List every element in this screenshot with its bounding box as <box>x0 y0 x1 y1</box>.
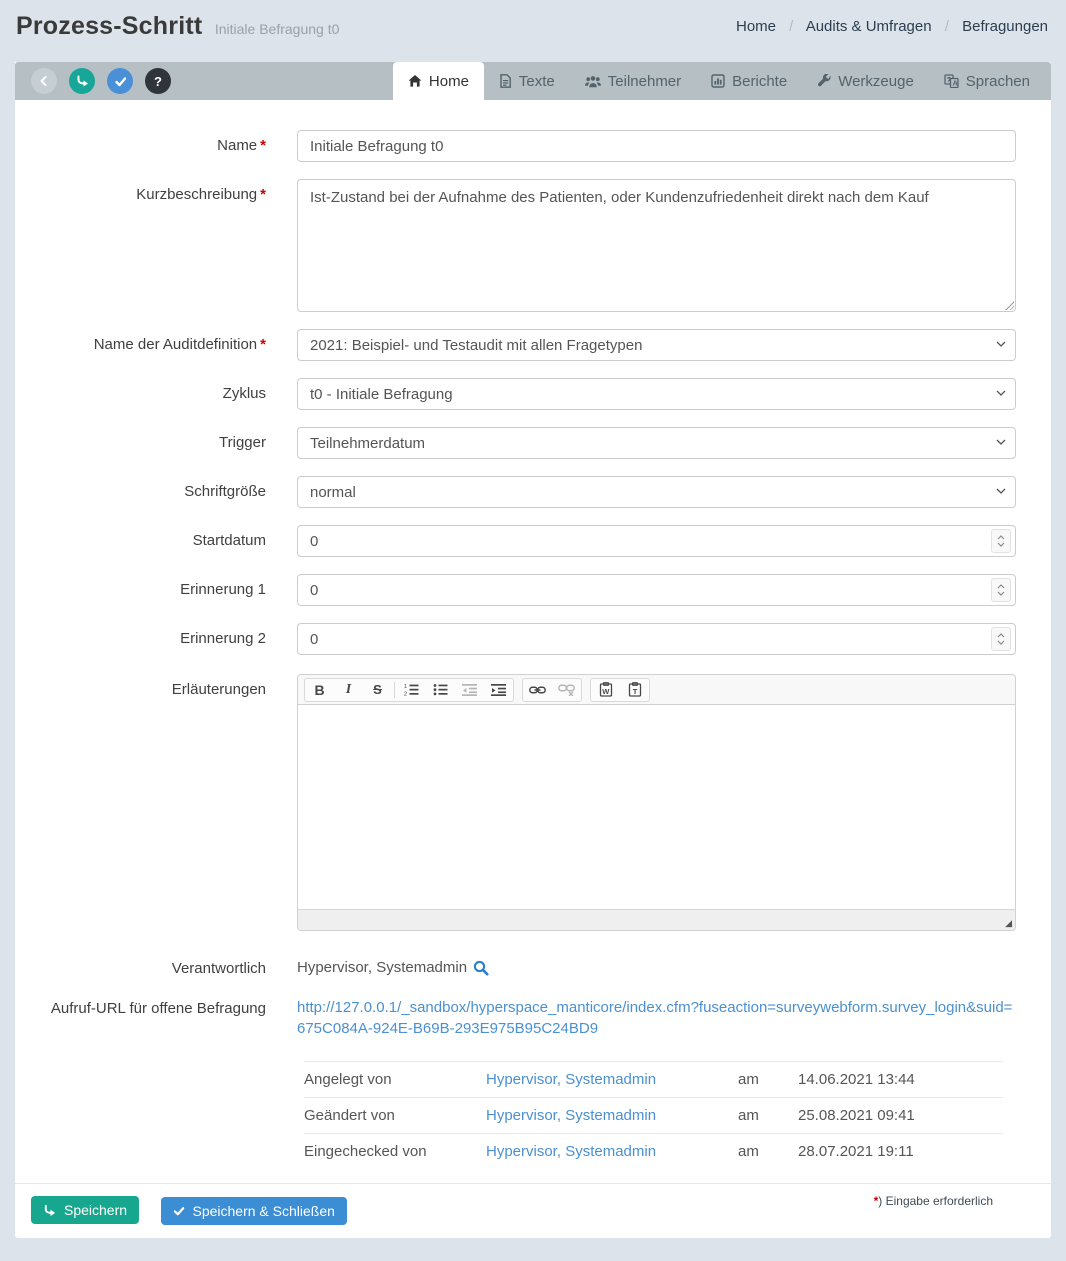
search-icon[interactable] <box>473 960 489 976</box>
editor-toolbar <box>298 675 1015 705</box>
bar-chart-icon <box>711 74 725 88</box>
table-row <box>304 1061 1003 1097</box>
svg-text:T: T <box>632 687 637 696</box>
ordered-list-icon <box>404 683 419 696</box>
trigger-selected-value: Teilnehmerdatum <box>310 434 426 452</box>
name-input[interactable] <box>297 130 1016 162</box>
name-row <box>15 130 1051 162</box>
curved-arrow-icon <box>75 74 89 88</box>
stepper-up-icon <box>997 584 1005 589</box>
trigger-label: Trigger <box>219 434 266 451</box>
breadcrumb-home[interactable]: Home <box>735 18 776 35</box>
kurzbeschreibung-label: Kurzbeschreibung * <box>136 186 266 203</box>
tab-werkzeuge[interactable] <box>802 62 929 100</box>
schriftgroesse-label: Schriftgröße <box>184 483 266 500</box>
bullet-list-icon <box>433 683 448 696</box>
tab-werkzeuge-label: Werkzeuge <box>838 72 914 90</box>
ordered-list-button[interactable] <box>397 679 426 701</box>
page-subtitle: Initiale Befragung t0 <box>214 21 340 37</box>
save-button-label: Speichern <box>64 1202 128 1219</box>
tab-sprachen[interactable] <box>929 62 1045 100</box>
zyklus-row <box>15 378 1051 410</box>
strikethrough-button[interactable]: S <box>363 679 392 701</box>
verantwortlich-label: Verantwortlich <box>171 960 266 977</box>
tab-teilnehmer[interactable] <box>570 62 696 100</box>
schriftgroesse-selected-value: normal <box>310 483 356 501</box>
erinnerung1-label: Erinnerung 1 <box>180 581 266 598</box>
zyklus-label: Zyklus <box>222 385 266 402</box>
required-asterisk: * <box>260 137 266 154</box>
tab-home[interactable] <box>393 62 484 100</box>
erlaeuterungen-label: Erläuterungen <box>171 681 266 698</box>
zyklus-selected-value: t0 - Initiale Befragung <box>310 385 453 403</box>
stepper-down-icon <box>997 542 1005 547</box>
startdatum-row <box>15 525 1051 557</box>
users-icon <box>585 75 601 88</box>
stepper-down-icon <box>997 591 1005 596</box>
aufruf-url-row <box>15 993 1051 1039</box>
kurzbeschreibung-textarea[interactable] <box>297 179 1016 312</box>
tab-bar <box>393 62 1045 100</box>
question-mark-icon: ? <box>154 73 162 89</box>
checkout-button[interactable] <box>69 68 95 94</box>
trigger-select[interactable] <box>297 427 1016 459</box>
outdent-icon <box>462 683 477 696</box>
created-date: 14.06.2021 13:44 <box>798 1071 915 1089</box>
auditdefinition-selected-value: 2021: Beispiel- und Testaudit mit allen Fragetypen <box>310 336 643 354</box>
verantwortlich-row <box>15 953 1051 979</box>
erinnerung2-input[interactable] <box>297 623 1016 655</box>
editor-bottom-bar <box>298 909 1015 930</box>
tab-berichte-label: Berichte <box>732 72 788 90</box>
breadcrumb-separator: / <box>789 18 794 35</box>
tab-teilnehmer-label: Teilnehmer <box>607 72 682 90</box>
survey-url-link[interactable]: http://127.0.0.1/_sandbox/hyperspace_manticore/index.cfm?fuseaction=surveywebform.survey_login&suid=675C084A-924E-B69B-293E975B95C24BD9 <box>297 999 1013 1038</box>
zyklus-select[interactable] <box>297 378 1016 410</box>
number-stepper[interactable] <box>991 578 1011 602</box>
tab-home-label: Home <box>428 72 469 90</box>
svg-text:2: 2 <box>404 691 408 696</box>
verantwortlich-value: Hypervisor, Systemadmin <box>297 959 468 976</box>
auditdefinition-label: Name der Auditdefinition * <box>93 336 266 353</box>
stepper-up-icon <box>997 633 1005 638</box>
am-label: am <box>738 1107 759 1125</box>
chevron-down-icon <box>996 390 1006 396</box>
name-label: Name * <box>217 137 266 154</box>
paste-from-word-button[interactable] <box>591 679 620 701</box>
form-body <box>15 100 1051 1238</box>
erinnerung1-input[interactable] <box>297 574 1016 606</box>
table-row <box>304 1097 1003 1133</box>
aufruf-url-label: Aufruf-URL für offene Befragung <box>50 1000 266 1018</box>
chevron-down-icon <box>996 341 1006 347</box>
required-asterisk: * <box>873 1194 879 1209</box>
erlaeuterungen-row <box>15 674 1051 931</box>
wrench-icon <box>817 74 831 88</box>
help-button[interactable] <box>145 68 171 94</box>
toolbar-strip <box>15 62 1051 100</box>
schriftgroesse-select[interactable] <box>297 476 1016 508</box>
svg-text:1: 1 <box>404 684 408 690</box>
chevron-down-icon <box>996 439 1006 445</box>
home-icon <box>408 74 422 88</box>
bullet-list-button[interactable] <box>426 679 455 701</box>
indent-icon <box>491 683 506 696</box>
created-by-label: Angelegt von <box>304 1071 392 1089</box>
checkedin-date: 28.07.2021 19:11 <box>798 1143 914 1161</box>
italic-button[interactable]: I <box>334 679 363 701</box>
unlink-icon <box>558 684 575 696</box>
link-icon <box>529 685 546 695</box>
page-header <box>0 0 1066 62</box>
startdatum-input[interactable] <box>297 525 1016 557</box>
am-label: am <box>738 1143 759 1161</box>
required-note: *) Eingabe erforderlich <box>873 1194 993 1209</box>
modified-by-label: Geändert von <box>304 1107 395 1125</box>
auditdefinition-row <box>15 329 1051 361</box>
save-button[interactable] <box>31 1196 139 1224</box>
kurzbeschreibung-row <box>15 179 1051 312</box>
breadcrumb-audits-umfragen[interactable]: Audits & Umfragen <box>805 18 932 35</box>
erinnerung1-row <box>15 574 1051 606</box>
breadcrumb <box>736 18 1048 35</box>
erinnerung2-label: Erinnerung 2 <box>180 630 266 647</box>
form-footer <box>15 1183 1051 1238</box>
paste-as-text-button[interactable] <box>620 679 649 701</box>
modified-by-user-link[interactable]: Hypervisor, Systemadmin <box>486 1107 657 1125</box>
checkedin-by-user-link[interactable]: Hypervisor, Systemadmin <box>486 1143 657 1161</box>
required-asterisk: * <box>260 336 266 353</box>
toolbar-separator <box>394 682 395 698</box>
schriftgroesse-row <box>15 476 1051 508</box>
erlaeuterungen-editor-area[interactable] <box>298 705 1015 909</box>
back-button[interactable] <box>31 68 57 94</box>
number-stepper[interactable] <box>991 627 1011 651</box>
bold-button[interactable]: B <box>305 679 334 701</box>
checkin-button[interactable] <box>107 68 133 94</box>
page-title: Prozess-Schritt <box>16 12 203 40</box>
save-and-close-button-label: Speichern & Schließen <box>192 1202 335 1219</box>
tab-texte[interactable] <box>484 62 570 100</box>
tab-sprachen-label: Sprachen <box>965 72 1030 90</box>
trigger-row <box>15 427 1051 459</box>
startdatum-label: Startdatum <box>192 532 266 549</box>
rich-text-editor <box>297 674 1016 931</box>
outdent-button[interactable] <box>455 679 484 701</box>
number-stepper[interactable] <box>991 529 1011 553</box>
language-icon <box>944 74 959 88</box>
svg-text:W: W <box>601 687 609 696</box>
breadcrumb-separator: / <box>944 18 949 35</box>
chevron-down-icon <box>996 488 1006 494</box>
stepper-up-icon <box>997 535 1005 540</box>
file-text-icon <box>499 74 512 88</box>
editor-resize-icon[interactable]: ◢ <box>1005 918 1012 928</box>
am-label: am <box>738 1071 759 1089</box>
stepper-down-icon <box>997 640 1005 645</box>
link-button[interactable] <box>523 679 552 701</box>
svg-text:A: A <box>952 78 958 88</box>
check-icon <box>173 1205 185 1217</box>
paste-word-icon <box>599 682 613 697</box>
paste-text-icon <box>628 682 642 697</box>
meta-table <box>304 1061 1003 1169</box>
curved-arrow-icon <box>43 1204 56 1217</box>
tab-berichte[interactable] <box>696 62 802 100</box>
modified-date: 25.08.2021 09:41 <box>798 1107 915 1125</box>
unlink-button[interactable] <box>552 679 581 701</box>
breadcrumb-befragungen[interactable]: Befragungen <box>962 18 1048 35</box>
tab-texte-label: Texte <box>518 72 555 90</box>
chevron-left-icon <box>38 75 50 87</box>
checkedin-by-label: Eingechecked von <box>304 1143 427 1161</box>
check-icon <box>114 75 127 88</box>
table-row <box>304 1133 1003 1169</box>
auditdefinition-select[interactable] <box>297 329 1016 361</box>
indent-button[interactable] <box>484 679 513 701</box>
required-asterisk: * <box>260 186 266 203</box>
main-card <box>15 62 1051 1238</box>
erinnerung2-row <box>15 623 1051 655</box>
created-by-user-link[interactable]: Hypervisor, Systemadmin <box>486 1071 657 1089</box>
save-and-close-button[interactable] <box>161 1197 347 1225</box>
